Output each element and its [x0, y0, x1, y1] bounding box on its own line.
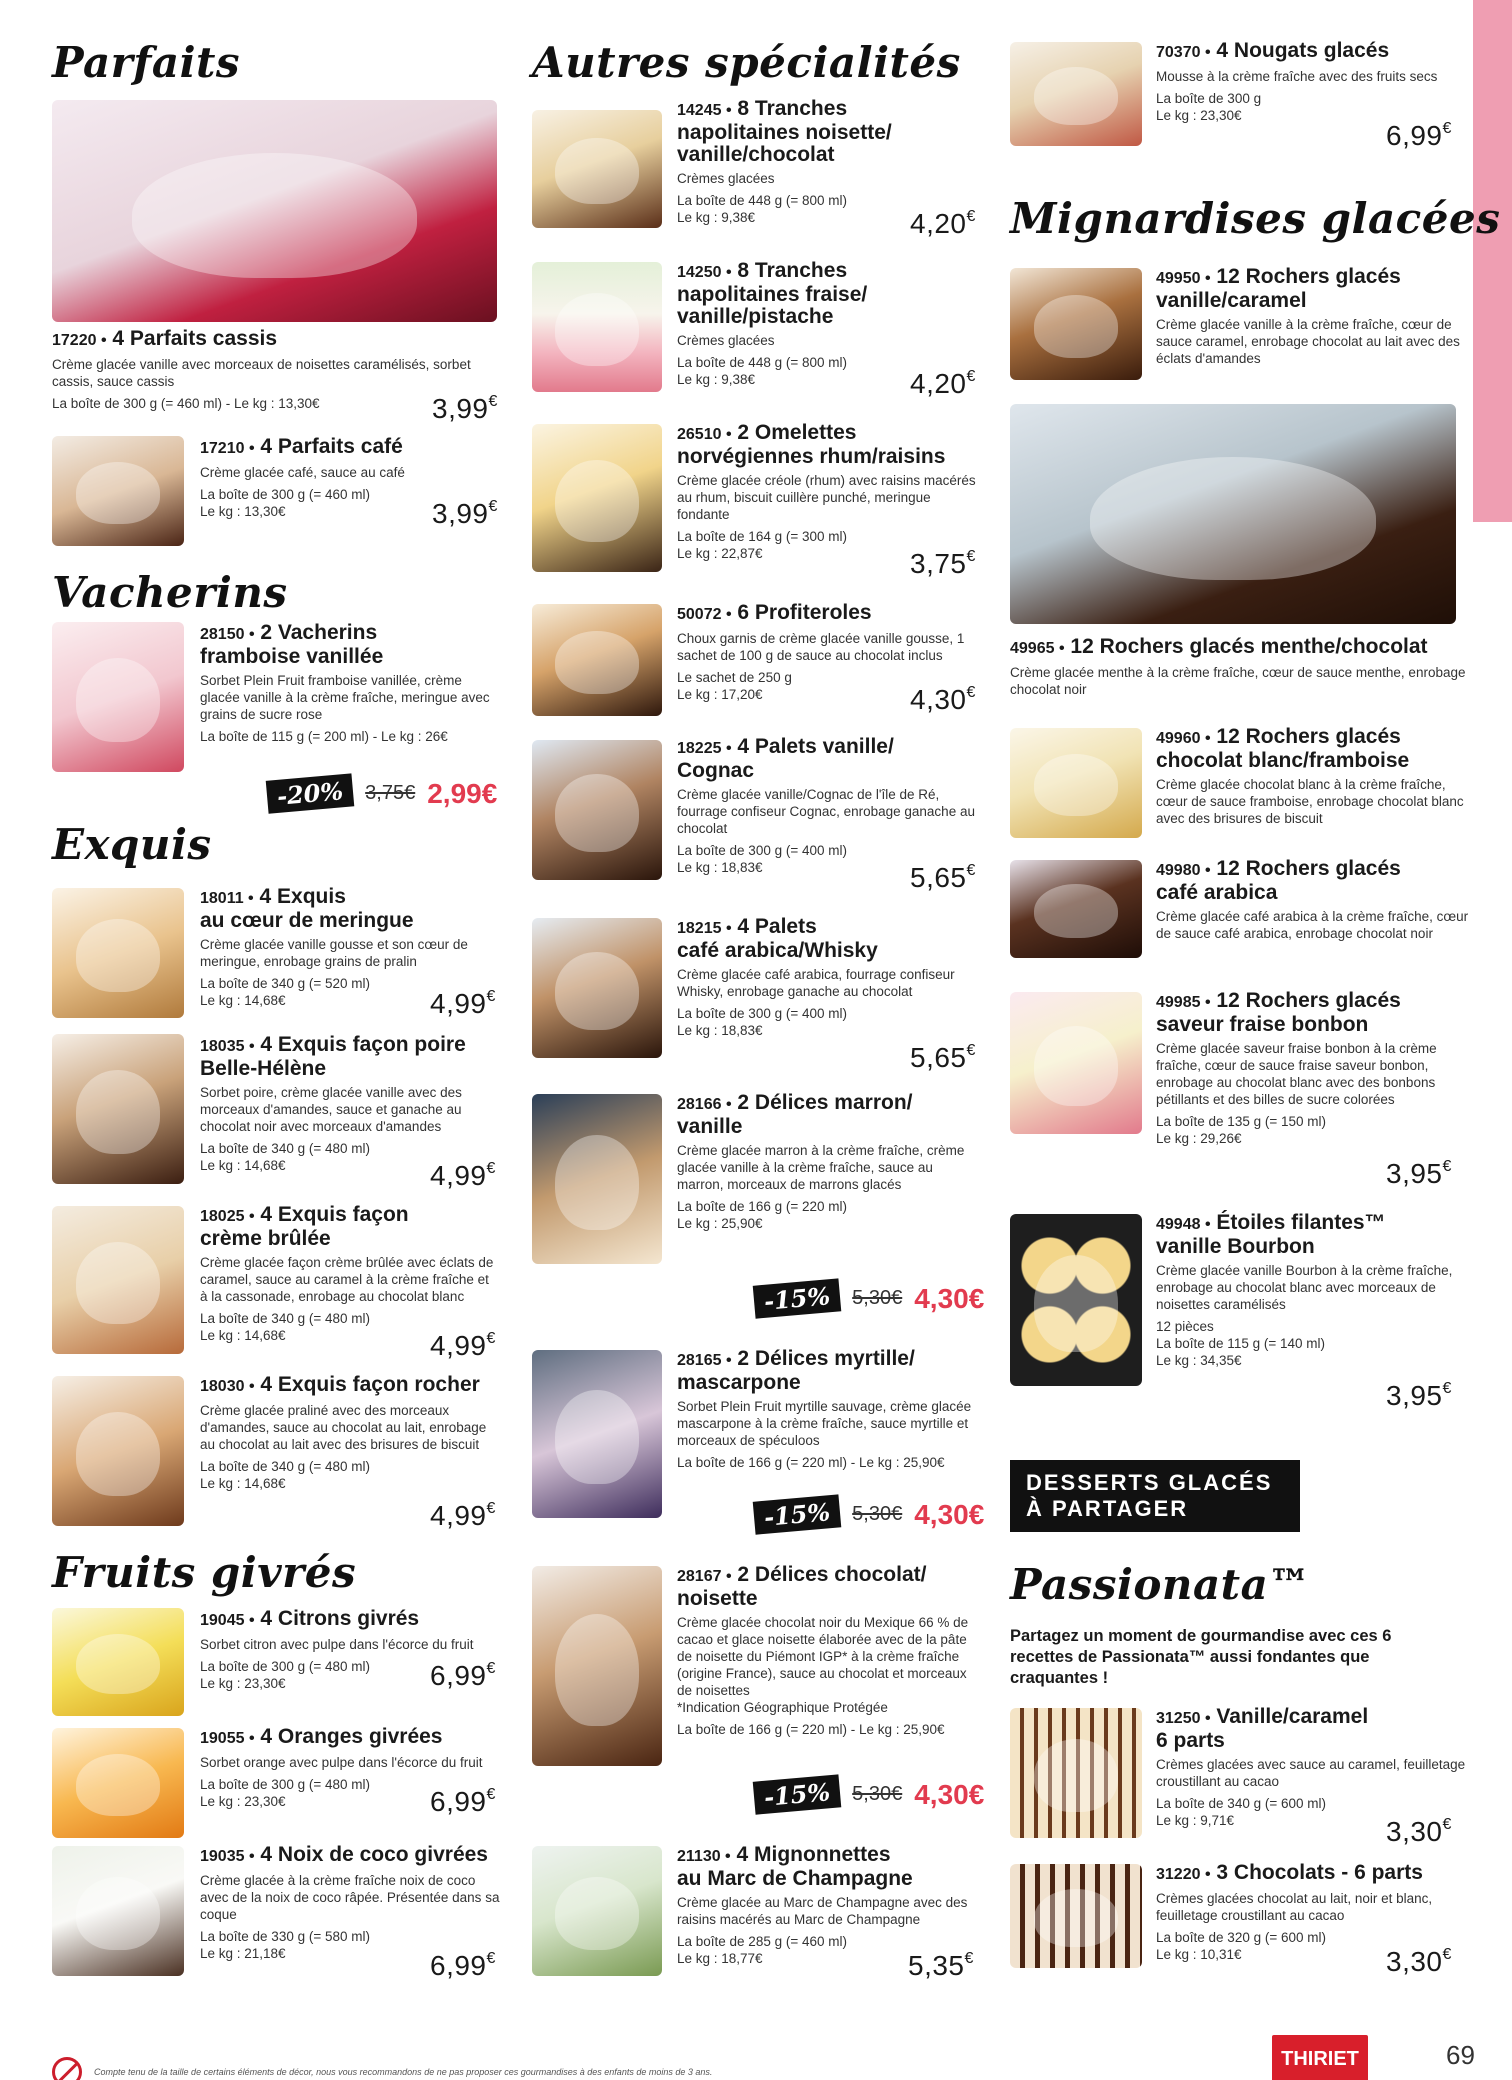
product-17220[interactable]: [52, 328, 497, 412]
section-title-vacherins: Vacherins: [52, 568, 288, 617]
product-code: 19045 •: [200, 1612, 255, 1629]
price-14250: 4,20€: [910, 368, 976, 399]
product-pack: La boîte de 340 g (= 480 ml) Le kg : 14,68€: [200, 1311, 370, 1343]
product-18215[interactable]: [677, 916, 977, 1039]
product-18025[interactable]: [200, 1204, 500, 1344]
product-name: 2 Délices chocolat/ noisette: [677, 1563, 927, 1610]
noix-de-coco-photo: [52, 1846, 184, 1976]
discount-badge: -15%: [753, 1494, 842, 1534]
product-desc: Crème glacée café, sauce au café: [200, 465, 405, 480]
product-name: 4 Exquis façon poire Belle-Hélène: [200, 1033, 466, 1080]
omelettes-photo: [532, 424, 662, 572]
product-49985[interactable]: [1156, 990, 1470, 1147]
product-code: 28150 •: [200, 626, 255, 643]
rochers-vanille-photo: [1010, 268, 1142, 380]
product-code: 28166 •: [677, 1096, 732, 1113]
product-name: 4 Exquis au cœur de meringue: [200, 885, 414, 932]
product-desc: Sorbet Plein Fruit framboise vanillée, crème glacée vanille à la crème fraîche, meringue avec grains de sucre rose: [200, 673, 490, 722]
product-pack: La boîte de 320 g (= 600 ml) Le kg : 10,31€: [1156, 1930, 1326, 1962]
product-name: 4 Noix de coco givrées: [260, 1843, 488, 1866]
product-code: 28167 •: [677, 1568, 732, 1585]
rochers-fraise-photo: [1010, 992, 1142, 1134]
product-18035[interactable]: [200, 1034, 500, 1174]
parfaits-cafe-photo: [52, 436, 184, 546]
section-title-exquis: Exquis: [52, 820, 212, 869]
product-49948[interactable]: [1156, 1212, 1470, 1369]
new-price: 2,99€: [427, 777, 498, 809]
price-18225: 5,65€: [910, 862, 976, 893]
product-pack: La boîte de 300 g (= 480 ml) Le kg : 23,30€: [200, 1659, 370, 1691]
price-18011: 4,99€: [430, 988, 496, 1019]
product-21130[interactable]: [677, 1844, 977, 1967]
exquis-rocher-photo: [52, 1376, 184, 1526]
product-name: Vanille/caramel 6 parts: [1156, 1705, 1369, 1752]
product-pack: La boîte de 300 g (= 460 ml) Le kg : 13,30€: [200, 487, 370, 519]
safety-note-text: Compte tenu de la taille de certains éléments de décor, nous vous recommandons de ne pas proposer ces gourmandises à des enfants de moins de 3 ans.: [94, 2067, 713, 2077]
promo-28167: [754, 1778, 984, 1811]
delices-chocolat-photo: [532, 1566, 662, 1766]
product-code: 18030 •: [200, 1378, 255, 1395]
product-code: 17210 •: [200, 440, 255, 457]
product-desc: Crème glacée chocolat noir du Mexique 66 % de cacao et glace noisette élaborée avec de la pâte de noisette du Piémont IGP* à la crème fraîche (origine France), sauce au chocolat et morceaux de noisettes *Indication Géographique Protégée: [677, 1615, 969, 1715]
delices-marron-photo: [532, 1094, 662, 1264]
product-name: 12 Rochers glacés vanille/caramel: [1156, 265, 1401, 312]
price-18025: 4,99€: [430, 1330, 496, 1361]
product-code: 49950 •: [1156, 270, 1211, 287]
section-title-mignardises: Mignardises glacées: [1010, 194, 1501, 243]
product-desc: Crème glacée vanille avec morceaux de noisettes caramélisés, sorbet cassis, sauce cassis: [52, 357, 471, 389]
product-28167[interactable]: [677, 1564, 977, 1738]
product-desc: Crème glacée vanille/Cognac de l'île de Ré, fourrage confiseur Cognac, enrobage ganache au chocolat: [677, 787, 975, 836]
product-desc: Crème glacée façon crème brûlée avec éclats de caramel, sauce au caramel à la crème fraîche et à la cassonade, enrobage au chocolat blanc: [200, 1255, 494, 1304]
price-21130: 5,35€: [908, 1950, 974, 1981]
product-name: 4 Mignonnettes au Marc de Champagne: [677, 1843, 913, 1890]
product-pack: La boîte de 300 g (= 460 ml) - Le kg : 13,30€: [52, 396, 320, 411]
rochers-cafe-photo: [1010, 860, 1142, 958]
product-desc: Sorbet orange avec pulpe dans l'écorce du fruit: [200, 1755, 483, 1770]
section-title-fruits-givres: Fruits givrés: [52, 1548, 357, 1597]
product-pack: La boîte de 340 g (= 480 ml) Le kg : 14,68€: [200, 1459, 370, 1491]
old-price: 5,30€: [852, 1783, 903, 1805]
mignonnettes-photo: [532, 1846, 662, 1976]
product-pack: La boîte de 448 g (= 800 ml) Le kg : 9,38€: [677, 355, 847, 387]
product-name: 2 Délices myrtille/ mascarpone: [677, 1347, 915, 1394]
product-pack: La boîte de 340 g (= 520 ml) Le kg : 14,68€: [200, 976, 370, 1008]
product-pack: La boîte de 300 g (= 400 ml) Le kg : 18,83€: [677, 843, 847, 875]
product-name: 6 Profiteroles: [737, 601, 872, 624]
product-18225[interactable]: [677, 736, 977, 876]
price-18030: 4,99€: [430, 1500, 496, 1531]
product-desc: Crème glacée praliné avec des morceaux d'amandes, sauce au chocolat au lait, enrobage au chocolat au lait avec des brisures de biscuit: [200, 1403, 487, 1452]
product-name: Étoiles filantes™ vanille Bourbon: [1156, 1211, 1386, 1258]
palets-cognac-photo: [532, 740, 662, 880]
etoiles-filantes-photo: [1010, 1214, 1142, 1386]
delices-myrtille-photo: [532, 1350, 662, 1518]
product-desc: Crème glacée créole (rhum) avec raisins macérés au rhum, biscuit cuillère punché, meringue fondante: [677, 473, 976, 522]
product-28166[interactable]: [677, 1092, 977, 1232]
safety-note: [52, 2057, 712, 2080]
product-desc: Choux garnis de crème glacée vanille gousse, 1 sachet de 100 g de sauce au chocolat inclus: [677, 631, 965, 663]
rochers-chocolat-blanc-photo: [1010, 728, 1142, 838]
product-desc: Crèmes glacées avec sauce au caramel, feuilletage croustillant au cacao: [1156, 1757, 1466, 1789]
desserts-a-partager-banner: DESSERTS GLACÉS À PARTAGER: [1010, 1460, 1300, 1532]
citrons-givres-photo: [52, 1608, 184, 1716]
passionata-vanille-photo: [1010, 1708, 1142, 1838]
new-price: 4,30€: [914, 1778, 985, 1810]
discount-badge: -20%: [266, 773, 355, 813]
product-49950[interactable]: [1156, 266, 1470, 367]
product-desc: Crème glacée saveur fraise bonbon à la crème fraîche, cœur de sauce fraise saveur bonbon, enrobage au chocolat blanc avec des bonbons pétillants et des billes de sucre colorées: [1156, 1041, 1437, 1107]
product-28150[interactable]: [200, 622, 500, 745]
parfaits-cassis-photo: [52, 100, 497, 322]
page-number: 69: [1446, 2040, 1475, 2070]
product-desc: Sorbet Plein Fruit myrtille sauvage, crème glacée mascarpone à la crème fraîche, sauce myrtille et morceaux de spéculoos: [677, 1399, 972, 1448]
product-name: 4 Citrons givrés: [260, 1607, 420, 1630]
product-desc: Mousse à la crème fraîche avec des fruits secs: [1156, 69, 1438, 84]
discount-badge: -15%: [753, 1278, 842, 1318]
product-name: 12 Rochers glacés café arabica: [1156, 857, 1401, 904]
product-desc: Crème glacée café arabica à la crème fraîche, cœur de sauce café arabica, enrobage chocolat noir: [1156, 909, 1469, 941]
product-pack: La boîte de 135 g (= 150 ml) Le kg : 29,26€: [1156, 1114, 1326, 1146]
product-49965[interactable]: [1010, 636, 1470, 698]
product-desc: Crème glacée café arabica, fourrage confiseur Whisky, enrobage ganache au chocolat: [677, 967, 955, 999]
promo-28165: [754, 1498, 984, 1531]
product-18030[interactable]: [200, 1374, 500, 1492]
price-49985: 3,95€: [1386, 1158, 1452, 1189]
product-49960[interactable]: [1156, 726, 1470, 827]
no-children-icon: [52, 2057, 82, 2080]
product-code: 31250 •: [1156, 1710, 1211, 1727]
price-14245: 4,20€: [910, 208, 976, 239]
product-pack: La boîte de 300 g (= 480 ml) Le kg : 23,30€: [200, 1777, 370, 1809]
discount-badge: -15%: [753, 1774, 842, 1814]
product-code: 19035 •: [200, 1848, 255, 1865]
napolitaines-noisette-photo: [532, 110, 662, 228]
product-name: 12 Rochers glacés chocolat blanc/framboise: [1156, 725, 1410, 772]
product-code: 18035 •: [200, 1038, 255, 1055]
price-19035: 6,99€: [430, 1950, 496, 1981]
price-50072: 4,30€: [910, 684, 976, 715]
product-code: 14250 •: [677, 264, 732, 281]
product-name: 4 Parfaits café: [260, 435, 403, 458]
old-price: 5,30€: [852, 1287, 903, 1309]
new-price: 4,30€: [914, 1498, 985, 1530]
exquis-poire-photo: [52, 1034, 184, 1184]
product-pack: 12 pièces La boîte de 115 g (= 140 ml) Le kg : 34,35€: [1156, 1319, 1325, 1368]
product-pack: La boîte de 330 g (= 580 ml) Le kg : 21,18€: [200, 1929, 370, 1961]
product-code: 49960 •: [1156, 730, 1211, 747]
napolitaines-fraise-photo: [532, 262, 662, 392]
product-name: 2 Délices marron/ vanille: [677, 1091, 913, 1138]
product-code: 70370 •: [1156, 44, 1211, 61]
palets-whisky-photo: [532, 918, 662, 1058]
profiteroles-photo: [532, 604, 662, 716]
product-70370[interactable]: [1156, 40, 1456, 124]
product-26510[interactable]: [677, 422, 977, 562]
product-name: 4 Oranges givrées: [260, 1725, 443, 1748]
price-31220: 3,30€: [1386, 1946, 1452, 1977]
product-name: 2 Omelettes norvégiennes rhum/raisins: [677, 421, 946, 468]
product-pack: La boîte de 340 g (= 600 ml) Le kg : 9,71€: [1156, 1796, 1326, 1828]
product-desc: Crème glacée chocolat blanc à la crème fraîche, cœur de sauce framboise, enrobage chocolat blanc avec des brisures de biscuit: [1156, 777, 1464, 826]
price-17220: 3,99€: [432, 393, 498, 424]
section-title-passionata: Passionata™: [1010, 1560, 1311, 1609]
rochers-menthe-photo: [1010, 404, 1456, 624]
pink-side-tab: [1473, 0, 1512, 522]
product-code: 49965 •: [1010, 640, 1065, 657]
product-desc: Crème glacée menthe à la crème fraîche, cœur de sauce menthe, enrobage chocolat noir: [1010, 665, 1466, 697]
product-desc: Crème glacée au Marc de Champagne avec des raisins macérés au Marc de Champagne: [677, 1895, 968, 1927]
product-name: 4 Nougats glacés: [1216, 39, 1390, 62]
product-name: 8 Tranches napolitaines fraise/ vanille/pistache: [677, 259, 868, 328]
thiriet-logo: THIRIET: [1272, 2035, 1368, 2080]
product-name: 8 Tranches napolitaines noisette/ vanille/chocolat: [677, 97, 892, 166]
exquis-creme-brulee-photo: [52, 1206, 184, 1354]
passionata-chocolats-photo: [1010, 1864, 1142, 1968]
price-19045: 6,99€: [430, 1660, 496, 1691]
promo-28166: [754, 1282, 984, 1315]
product-code: 18011 •: [200, 890, 254, 907]
product-31250[interactable]: [1156, 1706, 1470, 1829]
product-code: 18215 •: [677, 920, 732, 937]
product-code: 14245 •: [677, 102, 732, 119]
product-name: 3 Chocolats - 6 parts: [1216, 1861, 1423, 1884]
section-title-parfaits: Parfaits: [52, 38, 241, 87]
price-19055: 6,99€: [430, 1786, 496, 1817]
product-pack: La boîte de 164 g (= 300 ml) Le kg : 22,87€: [677, 529, 847, 561]
product-19035[interactable]: [200, 1844, 500, 1962]
product-code: 17220 •: [52, 332, 107, 349]
product-code: 21130 •: [677, 1848, 731, 1865]
product-desc: Crème glacée vanille à la crème fraîche, cœur de sauce caramel, enrobage chocolat au lait avec des éclats d'amandes: [1156, 317, 1460, 366]
product-pack: La boîte de 448 g (= 800 ml) Le kg : 9,38€: [677, 193, 847, 225]
product-17210[interactable]: [200, 436, 470, 520]
product-name: 4 Exquis façon crème brûlée: [200, 1203, 409, 1250]
product-name: 4 Parfaits cassis: [112, 327, 278, 350]
product-name: 12 Rochers glacés saveur fraise bonbon: [1156, 989, 1401, 1036]
product-desc: Crème glacée à la crème fraîche noix de coco avec de la noix de coco râpée. Présentée dans sa coque: [200, 1873, 500, 1922]
product-name: 12 Rochers glacés menthe/chocolat: [1070, 635, 1428, 658]
product-code: 49980 •: [1156, 862, 1211, 879]
product-pack: La boîte de 340 g (= 480 ml) Le kg : 14,68€: [200, 1141, 370, 1173]
product-desc: Crème glacée vanille Bourbon à la crème fraîche, enrobage au chocolat blanc avec morceaux de noisettes caramélisés: [1156, 1263, 1453, 1312]
product-code: 31220 •: [1156, 1866, 1211, 1883]
product-code: 49985 •: [1156, 994, 1211, 1011]
promo-28150: [267, 777, 497, 810]
oranges-givrees-photo: [52, 1728, 184, 1838]
exquis-meringue-photo: [52, 888, 184, 1018]
new-price: 4,30€: [914, 1282, 985, 1314]
product-pack: La boîte de 285 g (= 460 ml) Le kg : 18,77€: [677, 1934, 847, 1966]
product-desc: Sorbet citron avec pulpe dans l'écorce du fruit: [200, 1637, 474, 1652]
product-desc: Crème glacée marron à la crème fraîche, crème glacée vanille à la crème fraîche, sauce au marron, morceaux de marrons glacés: [677, 1143, 965, 1192]
price-49948: 3,95€: [1386, 1380, 1452, 1411]
product-pack: La boîte de 300 g (= 400 ml) Le kg : 18,83€: [677, 1006, 847, 1038]
section-title-autres-specialites: Autres spécialités: [532, 38, 961, 87]
product-pack: La boîte de 300 g Le kg : 23,30€: [1156, 91, 1262, 123]
product-28165[interactable]: [677, 1348, 977, 1471]
product-pack: La boîte de 166 g (= 220 ml) - Le kg : 25,90€: [677, 1455, 945, 1470]
price-31250: 3,30€: [1386, 1816, 1452, 1847]
product-pack: La boîte de 115 g (= 200 ml) - Le kg : 26€: [200, 729, 448, 744]
product-desc: Sorbet poire, crème glacée vanille avec des morceaux d'amandes, sauce et ganache au chocolat noir avec morceaux d'amandes: [200, 1085, 462, 1134]
old-price: 3,75€: [365, 782, 416, 804]
price-18035: 4,99€: [430, 1160, 496, 1191]
product-desc: Crèmes glacées chocolat au lait, noir et blanc, feuilletage croustillant au cacao: [1156, 1891, 1433, 1923]
price-70370: 6,99€: [1386, 120, 1452, 151]
product-49980[interactable]: [1156, 858, 1470, 942]
product-code: 18225 •: [677, 740, 732, 757]
product-code: 28165 •: [677, 1352, 732, 1369]
price-17210: 3,99€: [432, 498, 498, 529]
vacherins-photo: [52, 622, 184, 772]
product-pack: La boîte de 166 g (= 220 ml) - Le kg : 25,90€: [677, 1722, 945, 1737]
product-name: 2 Vacherins framboise vanillée: [200, 621, 384, 668]
product-name: 4 Palets café arabica/Whisky: [677, 915, 878, 962]
product-code: 26510 •: [677, 426, 732, 443]
product-code: 19055 •: [200, 1730, 255, 1747]
product-pack: Le sachet de 250 g Le kg : 17,20€: [677, 670, 792, 702]
product-desc: Crème glacée vanille gousse et son cœur de meringue, enrobage grains de pralin: [200, 937, 468, 969]
price-18215: 5,65€: [910, 1042, 976, 1073]
product-name: 4 Palets vanille/ Cognac: [677, 735, 894, 782]
price-26510: 3,75€: [910, 548, 976, 579]
product-code: 50072 •: [677, 606, 732, 623]
product-pack: La boîte de 166 g (= 220 ml) Le kg : 25,90€: [677, 1199, 847, 1231]
product-desc: Crèmes glacées: [677, 171, 775, 186]
product-code: 49948 •: [1156, 1216, 1211, 1233]
product-desc: Crèmes glacées: [677, 333, 775, 348]
product-14245[interactable]: [677, 98, 977, 226]
product-code: 18025 •: [200, 1208, 255, 1225]
passionata-intro: Partagez un moment de gourmandise avec ces 6 recettes de Passionata™ aussi fondantes que craquantes !: [1010, 1627, 1392, 1687]
product-name: 4 Exquis façon rocher: [260, 1373, 480, 1396]
old-price: 5,30€: [852, 1503, 903, 1525]
nougats-photo: [1010, 42, 1142, 146]
